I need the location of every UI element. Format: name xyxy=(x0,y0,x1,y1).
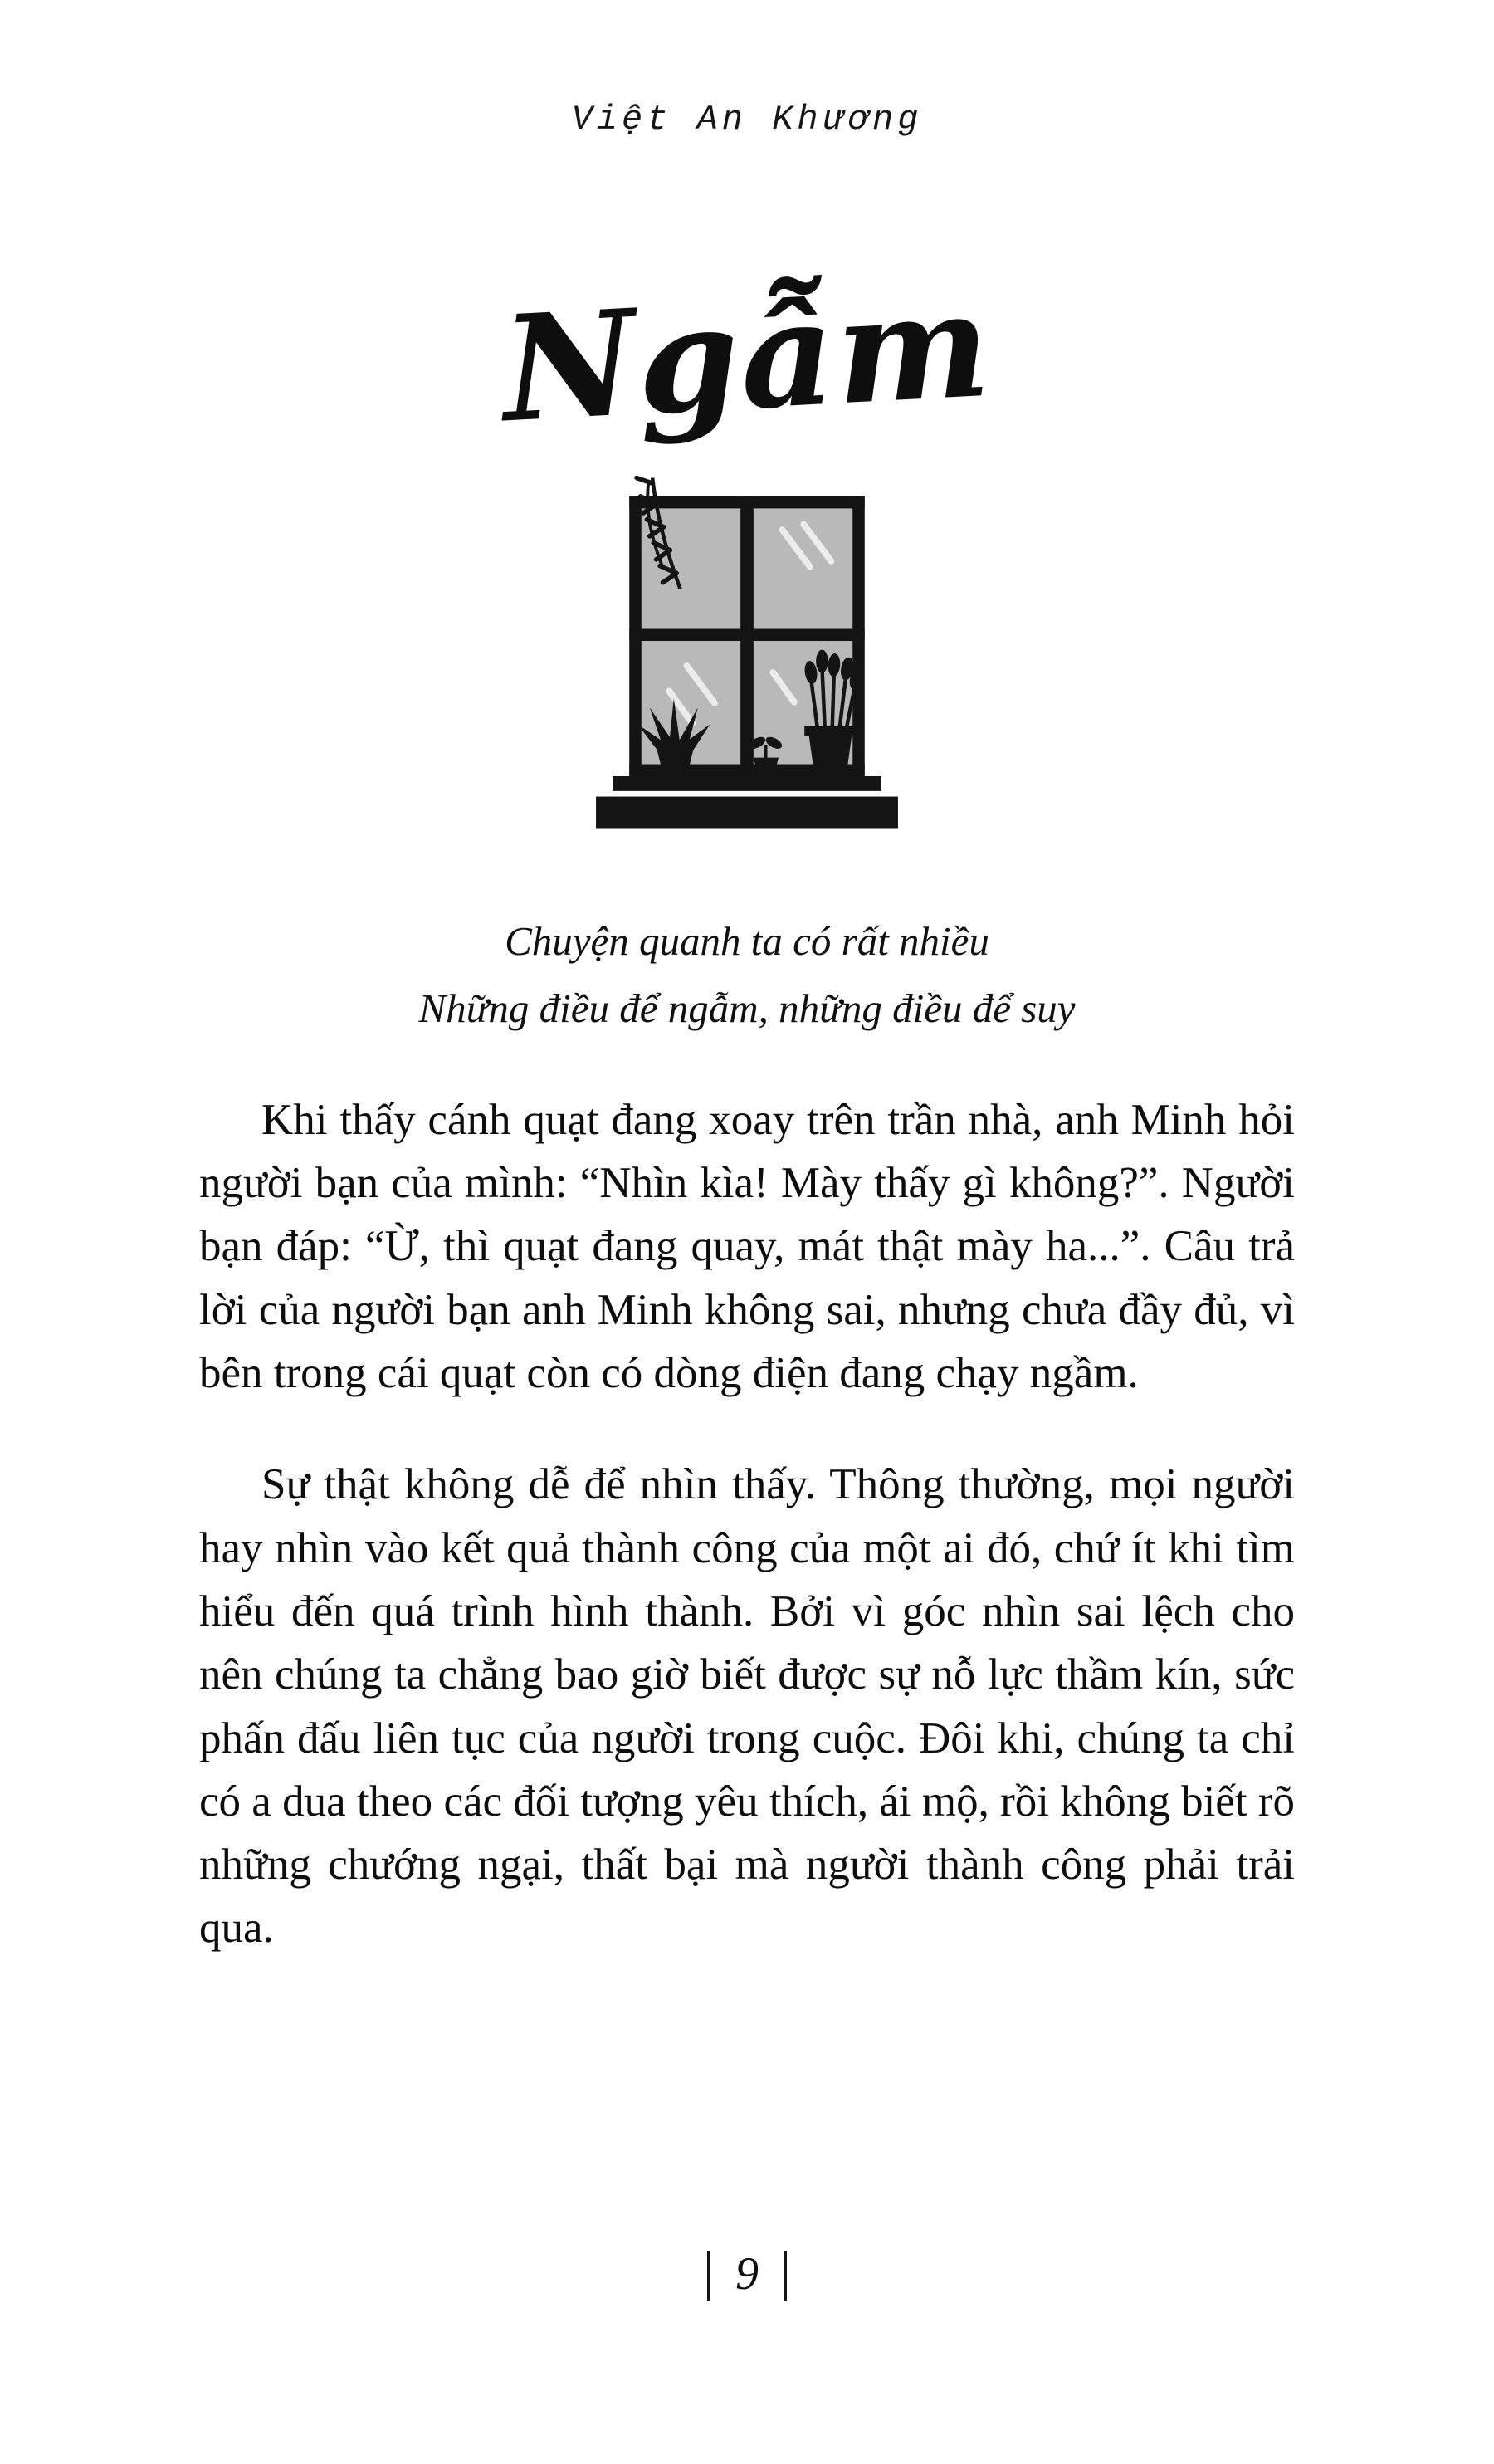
body-text xyxy=(199,1088,1295,1960)
epigraph xyxy=(0,908,1494,1043)
window-plants-illustration xyxy=(0,476,1494,838)
window-illustration-svg xyxy=(548,476,946,838)
chapter-title: Ngẫm xyxy=(498,259,996,456)
page-number-right-bar xyxy=(784,2251,787,2301)
running-header-author: Việt An Khương xyxy=(571,100,923,139)
paragraph-1: Khi thấy cánh quạt đang xoay trên trần nhà, anh Minh hỏi người bạn của mình: “Nhìn kìa! Mày thấy gì không?”. Người bạn đáp: “Ừ, thì quạt đang quay, mát thật mày ha...”. Câu trả lời của người bạn anh Minh không sai, nhưng chưa đầy đủ, vì bên trong cái quạt còn có dòng điện đang chạy ngầm. xyxy=(199,1095,1295,1397)
epigraph-line-2: Những điều để ngẫm, những điều để suy xyxy=(418,985,1076,1031)
page-number xyxy=(0,2248,1494,2302)
window-sill xyxy=(596,776,898,829)
epigraph-line-1: Chuyện quanh ta có rất nhiều xyxy=(505,918,989,964)
paragraph-2: Sự thật không dễ để nhìn thấy. Thông thường, mọi người hay nhìn vào kết quả thành công của một ai đó, chứ ít khi tìm hiểu đến quá trình hình thành. Bởi vì góc nhìn sai lệch cho nên chúng ta chẳng bao giờ biết được sự nỗ lực thầm kín, sức phấn đấu liên tục của người trong cuộc. Đôi khi, chúng ta chỉ có a dua theo các đối tượng yêu thích, ái mộ, rồi không biết rõ những chướng ngại, thất bại mà người thành công phải trải qua. xyxy=(199,1460,1295,1953)
page-number-left-bar xyxy=(707,2251,710,2301)
page-number-value: 9 xyxy=(735,2248,759,2300)
